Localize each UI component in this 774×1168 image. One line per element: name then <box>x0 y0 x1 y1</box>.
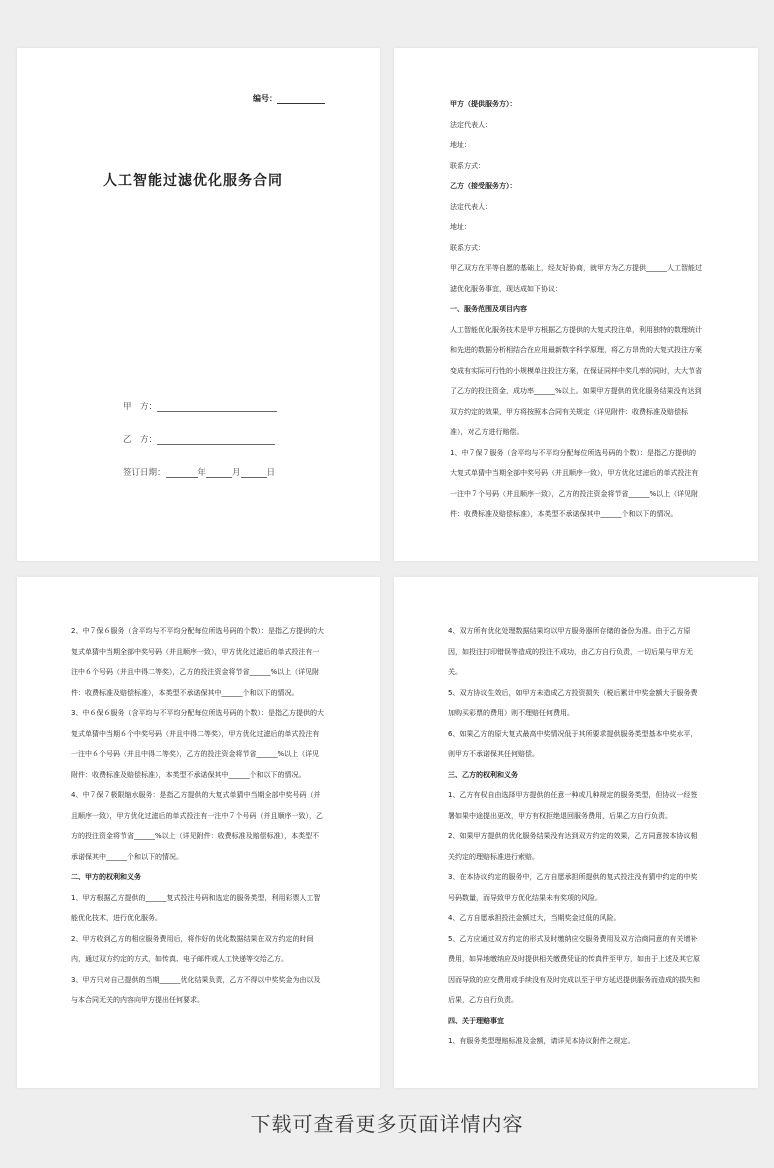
year-blank <box>166 468 198 478</box>
section-heading: 一、服务范围及项目内容 <box>450 305 527 313</box>
page-3-text <box>71 621 324 1011</box>
paragraph: 3、中６保６服务（含平均与不平均分配每位所选号码的个数）：是指乙方提供的大复式单猜中当期６个中奖号码（并且中得二等奖），甲方优化过滤后的单式投注有一注中６个号码（并且中得二等奖），乙方的投注资金将节省______%以上（详见附件：收费标准及赔偿标准），本类型不承诺保其中______个和以下的情况。 <box>71 709 324 779</box>
page-4-text <box>448 621 702 1052</box>
sign-date-line <box>123 466 275 478</box>
party-b-label: 乙 方： <box>123 435 158 445</box>
day-label: 日 <box>266 468 276 478</box>
section-heading: 四、关于理赔事宜 <box>448 1016 504 1025</box>
paragraph: 3、在本协议约定的服务中，乙方自愿承担所提供的复式投注没有猜中约定的中奖号码数量，而导致甲方优化结果未有奖项的风险。 <box>448 873 698 902</box>
contract-page-2 <box>394 48 758 561</box>
paragraph: 1、甲方根据乙方提供的______复式投注号码和选定的服务类型，利用彩票人工智能优化技术，进行优化服务。 <box>71 893 321 922</box>
party-b-line <box>123 433 275 445</box>
paragraph: 4、乙方自愿承担投注金额过大，当期奖金过低的风险。 <box>448 914 621 922</box>
year-label: 年 <box>197 468 207 478</box>
download-more-caption[interactable]: 下载可查看更多页面详情内容 <box>250 1112 524 1136</box>
paragraph: 1、有服务类型理赔标准及金额，请详见本协议附件之规定。 <box>448 1037 635 1045</box>
paragraph: 5、乙方应通过双方约定的形式及时缴纳应交服务费用及双方洽商同意的有关增补费用，如异地缴纳应及时提供相关缴费凭证的传真件至甲方，如由于上述及其它原因而导致的应交费用或手续没有及时完成以至于甲方延迟提供服务而造成的损失和后果，乙方自行负责。 <box>448 934 700 1004</box>
paragraph: 5、双方协议生效后，如甲方未造成乙方投资损失（税后累计中奖金额大于服务费加购买彩票的费用）则不理赔任何费用。 <box>448 688 698 717</box>
paragraph: 联系方式： <box>450 243 485 252</box>
page-2-text <box>450 94 702 525</box>
paragraph: 联系方式： <box>450 161 485 170</box>
paragraph: 4、中７保７极限缩水服务：是指乙方提供的大复式单猜中当期全部中奖号码（并且顺序一致），甲方优化过滤后的单式投注有一注中７个号码（并且顺序一致），乙方的投注资金将节省______%以上（详见附件：收费标准及赔偿标准），本类型不承诺保其中______个和以下的情况。 <box>71 791 323 861</box>
paragraph: 6、如果乙方的原大复式最高中奖情况低于其所要求提供服务类型基本中奖水平，则甲方不承诺保其任何赔偿。 <box>448 729 698 758</box>
section-heading: 乙方（接受服务方）： <box>450 182 517 190</box>
contract-page-3 <box>17 577 380 1088</box>
day-blank <box>241 468 267 478</box>
paragraph: 法定代表人： <box>450 120 492 129</box>
paragraph: 法定代表人： <box>450 202 492 211</box>
paragraph: 4、双方所有优化处理数据结果均以甲方服务器所存储的备份为准。由于乙方原因，如投注打印错误等造成的投注不成功，由乙方自行负责，一切后果与甲方无关。 <box>448 627 693 676</box>
section-heading: 甲方（提供服务方）： <box>450 100 517 108</box>
contract-page-4 <box>394 577 758 1088</box>
paragraph: 1、乙方有权自由选择甲方提供的任意一种或几种规定的服务类型，但协议一经签署如果中途提出更改，甲方有权拒绝退回服务费用，后果乙方自行负责。 <box>448 791 698 820</box>
party-a-blank <box>157 402 277 412</box>
section-heading: 三、乙方的权利和义务 <box>448 770 518 779</box>
cover-page <box>17 48 380 561</box>
paragraph: 2、甲方收到乙方的相应服务费用后，将作好的优化数据结果在双方约定的时间内，通过双方约定的方式，如传真、电子邮件或人工快递等交给乙方。 <box>71 934 314 963</box>
contract-title: 人工智能过滤优化服务合同 <box>103 173 283 189</box>
party-a-line <box>123 400 277 412</box>
paragraph: 2、如果甲方提供的优化服务结果没有达到双方约定的效果，乙方同意按本协议相关约定的理赔标准进行索赔。 <box>448 832 698 861</box>
section-heading: 二、甲方的权利和义务 <box>71 873 141 881</box>
paragraph: 地址： <box>450 223 471 231</box>
serial-blank <box>277 95 325 104</box>
month-label: 月 <box>232 468 241 478</box>
paragraph: 2、中７保６服务（含平均与不平均分配每位所选号码的个数）：是指乙方提供的大复式单猜中当期全部中奖号码（并且顺序一致），甲方优化过滤后的单式投注有一注中６个号码（并且中得二等奖），乙方的投注资金将节省______%以上（详见附件：收费标准及赔偿标准），本类型不承诺保其中______个和以下的情况。 <box>71 627 324 697</box>
serial-number <box>253 93 325 104</box>
sign-date-label: 签订日期： <box>123 468 166 478</box>
party-a-label: 甲 方： <box>123 402 158 412</box>
serial-label: 编号： <box>253 94 277 103</box>
paragraph: 人工智能优化服务技术是甲方根据乙方提供的大复式投注单，利用独特的数理统计和先进的数据分析相结合在应用最新数字科学原理，将乙方昂贵的大复式投注方案变成有实际可行性的小规模单注投注方案，在保证同样中奖几率的同时，大大节省了乙方的投注资金，成功率______%以上。如果甲方提供的优化服务结果没有达到双方约定的效果，甲方将按照本合同有关规定（详见附件：收费标准及赔偿标准），对乙方进行赔偿。 <box>450 325 702 436</box>
paragraph: 1、中７保７服务（含平均与不平均分配每位所选号码的个数）：是指乙方提供的大复式单猜中当期全部中奖号码（并且顺序一致），甲方优化过滤后的单式投注有一注中７个号码（并且顺序一致），乙方的投注资金将节省______%以上（详见附件：收费标准及赔偿标准），本类型不承诺保其中______个和以下的情况。 <box>450 448 699 518</box>
paragraph: 甲乙双方在平等自愿的基础上，经友好协商，就甲方为乙方提供______人工智能过滤优化服务事宜，现达成如下协议： <box>450 264 702 293</box>
paragraph: 地址： <box>450 141 471 149</box>
party-b-blank <box>157 435 275 445</box>
month-blank <box>206 468 232 478</box>
paragraph: 3、甲方只对自己提供的当期______优化结果负责，乙方不得以中奖奖金为由以及与本合同无关的内容向甲方提出任何要求。 <box>71 975 321 1004</box>
